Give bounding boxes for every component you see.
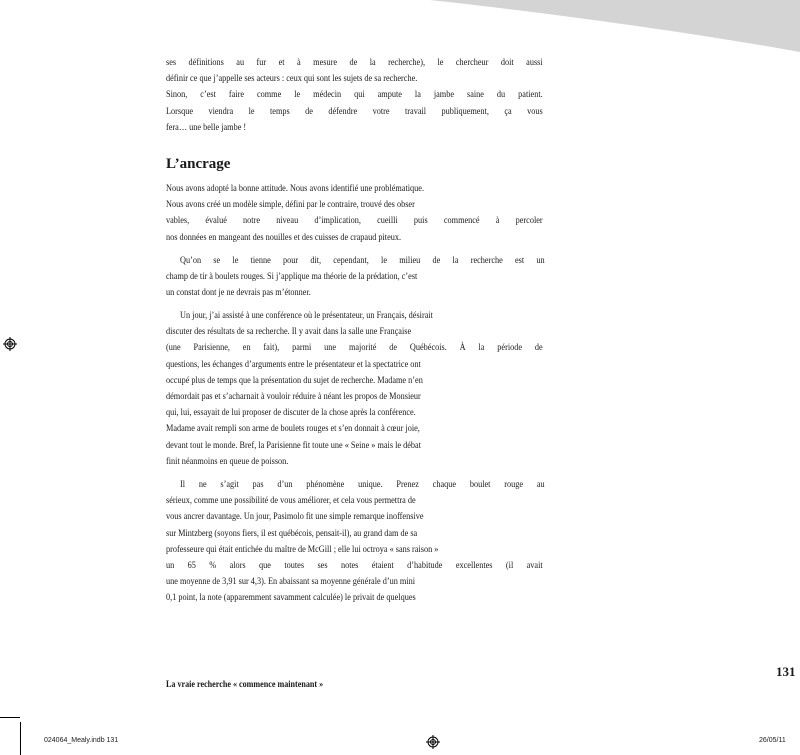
text-line: discuter des résultats de sa recherche. Il y avait dans la salle une Française — [166, 326, 412, 338]
text-line: Il ne s’agit pas d’un phénomène unique. Prenez chaque boulet rouge au — [180, 479, 545, 490]
text-line: qui, lui, essayait de lui proposer de discuter de la chose après la conférence. — [166, 407, 416, 419]
text-line: fera… une belle jambe ! — [166, 121, 247, 133]
page-number: 131 — [776, 664, 796, 679]
text-line: Lorsque viendra le temps de défendre votre travail publiquement, ça vous — [166, 105, 543, 117]
crop-mark-vertical — [20, 722, 21, 755]
text-line: Qu’on se le tienne pour dit, cependant, le milieu de la recherche est un — [180, 255, 545, 266]
text-line: vables, évalué notre niveau d’implication, cueilli puis commencé à percoler — [166, 215, 543, 227]
text-line: devant tout le monde. Bref, la Parisienne fit toute une « Seine » mais le débat — [166, 439, 422, 451]
running-footer: La vraie recherche « commence maintenant » — [166, 679, 324, 689]
file-slug: 024064_Mealy.indb 131 — [44, 737, 119, 744]
text-line: 0,1 point, la note (apparemment savamment calculée) le privait de quelques — [166, 592, 416, 604]
text-line: définir ce que j’appelle ses acteurs : ceux qui sont les sujets de sa recherche. — [166, 73, 418, 85]
text-line: professeure qui était entichée du maître de McGill ; elle lui octroya « sans raison » — [166, 543, 439, 555]
text-line: sur Mintzberg (soyons fiers, il est québécois, pensait-il), au grand dam de sa — [166, 527, 418, 539]
text-line: ses définitions au fur et à mesure de la recherche), le chercheur doit aussi — [166, 57, 543, 68]
text-line: Nous avons adopté la bonne attitude. Nous avons identifié une problématique. — [166, 183, 425, 194]
text-line: nos données en mangeant des nouilles et des cuisses de crapaud piteux. — [166, 231, 402, 243]
crop-mark-horizontal — [0, 717, 20, 718]
text-line: sérieux, comme une possibilité de vous améliorer, et cela vous permettra de — [166, 495, 416, 507]
text-line: champ de tir à boulets rouges. Si j’applique ma théorie de la prédation, c’est — [166, 271, 418, 283]
text-line: Sinon, c’est faire comme le médecin qui ampute la jambe saine du patient. — [166, 89, 543, 101]
text-line: (une Parisienne, en fait), parmi une majorité de Québécois. À la période de — [166, 342, 543, 354]
date-slug: 26/05/11 — [759, 737, 786, 744]
registration-mark-icon — [3, 337, 17, 351]
text-line: démordait pas et s’acharnait à vouloir réduire à néant les propos de Monsieur — [166, 391, 421, 402]
text-line: Un jour, j’ai assisté à une conférence où le présentateur, un Français, désirait — [180, 310, 433, 321]
text-line: Nous avons créé un modèle simple, défini par le contraire, trouvé des obser — [166, 199, 415, 211]
section-heading: L’ancrage — [166, 156, 231, 172]
text-line: un 65 % alors que toutes ses notes étaient d’habitude excellentes (il avait — [166, 560, 543, 571]
text-line: une moyenne de 3,91 sur 4,3). En abaissant sa moyenne générale d’un mini — [166, 576, 416, 588]
text-line: un constat dont je ne devrais pas m’étonner. — [166, 287, 311, 299]
text-line: questions, les échanges d’arguments entre le présentateur et la spectatrice ont — [166, 358, 421, 370]
text-line: occupé plus de temps que la présentation du sujet de recherche. Madame n’en — [166, 374, 423, 386]
registration-mark-icon — [426, 735, 440, 749]
text-line: vous ancrer davantage. Un jour, Pasimolo fit une simple remarque inoffensive — [166, 511, 424, 523]
text-line: finit néanmoins en queue de poisson. — [166, 455, 289, 467]
header-swoosh-graphic — [0, 0, 800, 60]
text-line: Madame avait rempli son arme de boulets rouges et s’en donnait à cœur joie, — [166, 423, 420, 435]
